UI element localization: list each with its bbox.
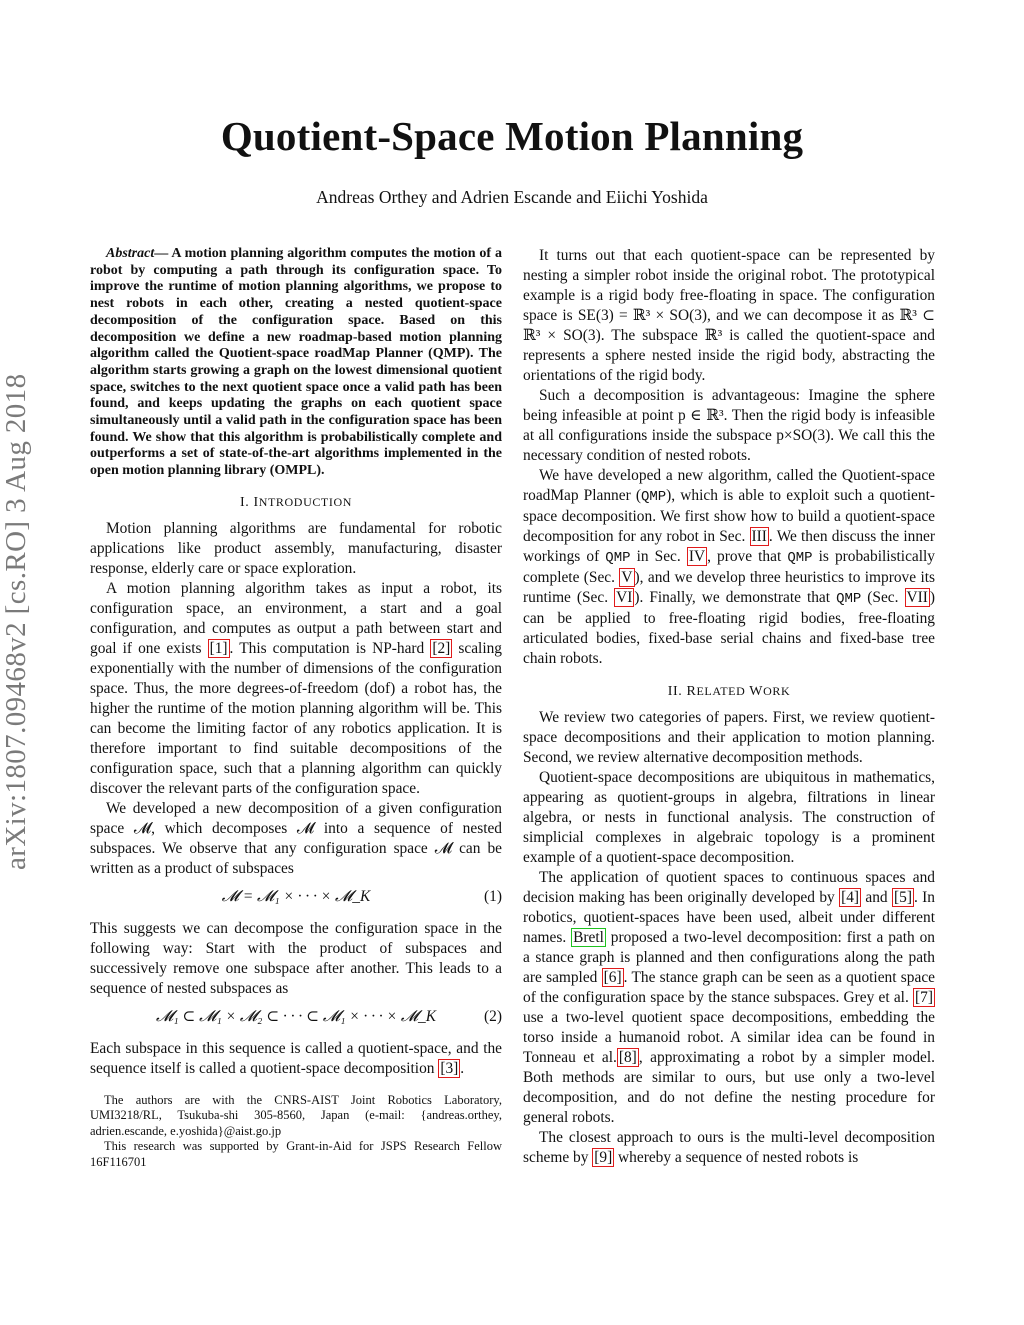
related-paragraph-2: Quotient-space decompositions are ubiquitous in mathematics, appearing as quotient-groups in algebra, filtrations in linear algebra, or nests in functional analysis. The construction of simplicial complexes in algebraic topology is a prominent example of a quotient-space decomposition. <box>523 769 935 866</box>
footnote-affiliation: The authors are with the CNRS-AIST Joint Robotics Laboratory, UMI3218/RL, Tsukuba-shi 305-8560, Japan (e-mail: {andreas.orthey, adrien.escande, e.yoshida}@aist.go.jp <box>90 1092 502 1138</box>
algorithm-name: QMP <box>605 550 631 566</box>
right-column <box>523 246 935 1168</box>
intro-paragraph-3: We developed a new decomposition of a given configuration space 𝓜, which decomposes 𝓜 into a sequence of nested subspaces. We observe that any configuration space 𝓜 can be written as a product of subspaces <box>90 799 502 877</box>
section-link[interactable]: V <box>621 569 633 586</box>
abstract-label: Abstract <box>106 246 155 261</box>
abstract <box>90 246 502 480</box>
section-link[interactable]: IV <box>688 548 706 565</box>
algorithm-name: QMP <box>787 550 813 566</box>
intro-paragraph-6: It turns out that each quotient-space can be represented by nesting a simpler robot inside the original robot. The prototypical example is a rigid body free-floating in space. The configuration space is SE(3) = ℝ³ × SO(3), and we can decompose it as ℝ³ ⊂ ℝ³ × SO(3). The subspace ℝ³ is called the quotient-space and represents a sphere nested inside the rigid body, abstracting the orientations of the rigid body. <box>523 247 935 384</box>
equation-number: (1) <box>484 887 502 905</box>
equation-1: 𝓜 = 𝓜₁ × · · · × 𝓜_K (1) <box>221 887 502 905</box>
citation-link[interactable]: [4] <box>841 889 860 906</box>
citation-link[interactable]: [5] <box>894 889 912 906</box>
citation-link[interactable]: [3] <box>440 1059 459 1077</box>
section-link[interactable]: III <box>751 528 767 545</box>
citation-link[interactable]: [6] <box>603 969 622 986</box>
equation-number: (2) <box>484 1007 502 1025</box>
section-link[interactable]: VII <box>906 589 928 606</box>
related-paragraph-3: The application of quotient spaces to continuous spaces and decision making has been originally developed by [4] and [5] . In robotics, quotient-spaces have been used, albeit under different names. Bretl proposed a two-level decomposition: first a path on a stance graph is planned and then configurations along the path are sampled [6] . The stance graph can be seen as a quotient space of the configuration space by the stance subspaces. Grey et al. [7] use a two-level quotient space decompositions, embedding the torso inside a humanoid robot. A similar idea can be found in Tonneau et al. [8] , approximating a robot by a simpler model. Both methods are similar to ours, but use only a two-level decomposition, and do not define the nesting procedure for general robots. <box>523 869 936 1126</box>
section-heading-introduction: I. INTRODUCTION <box>239 494 352 510</box>
intro-paragraph-8: We have developed a new algorithm, called the Quotient-space roadMap Planner (QMP), which is able to exploit such a quotient-space decomposition. We first show how to build a quotient-space decomposition for any robot in Sec. III . We then discuss the inner workings of QMP in Sec. IV , prove that QMP is probabilistically complete (Sec. V ), and we develop three heuristics to improve its runtime (Sec. VI ). Finally, we demonstrate that QMP (Sec. VII ) can be applied to free-floating rigid bodies, free-floating articulated bodies, fixed-base serial chains and fixed-base tree chain robots. <box>523 467 936 667</box>
intro-paragraph-5: Each subspace in this sequence is called a quotient-space, and the sequence itself is called a quotient-space decomposition [3] . <box>90 1039 502 1077</box>
footnotes <box>90 1093 502 1171</box>
intro-paragraph-2: A motion planning algorithm takes as input a robot, its configuration space, an environment, a start and a goal configuration, and computes as output a path between start and goal if one exists [1] . This computation is NP-hard [2] scaling exponentially with the number of dimensions of the configuration space. Thus, the more degrees-of-freedom (dof) a robot has, the higher the runtime of the motion planning algorithm will be. This can become the limiting factor of any robotics application. It is therefore important to find suitable decompositions of the configuration space, such that a planning algorithm can quickly discover the relevant parts of the configuration space. <box>90 579 502 797</box>
citation-link[interactable]: [1] <box>209 639 228 657</box>
citation-link[interactable]: [9] <box>594 1149 613 1166</box>
citation-link[interactable]: [2] <box>432 639 451 657</box>
equation-2: 𝓜₁ ⊂ 𝓜₁ × 𝓜₂ ⊂ · · · ⊂ 𝓜₁ × · · · × 𝓜_K (2) <box>155 1007 502 1025</box>
author-list: Andreas Orthey and Adrien Escande and Eiichi Yoshida <box>316 187 708 207</box>
intro-paragraph-7: Such a decomposition is advantageous: Imagine the sphere being infeasible at point p ∈ ℝ³. Then the rigid body is infeasible at all configurations inside the subspace p×SO(3). We call this the necessary condition of nested robots. <box>523 387 935 464</box>
algorithm-name: QMP <box>836 591 862 607</box>
intro-paragraph-4: This suggests we can decompose the configuration space in the following way: Start with the product of subspaces and successively remove one subspace after another. This leads to a sequence of nested subspaces as <box>90 919 502 997</box>
related-paragraph-4: The closest approach to ours is the multi-level decomposition scheme by [9] whereby a sequence of nested robots is <box>523 1129 935 1166</box>
paper-title: Quotient-Space Motion Planning <box>220 113 804 159</box>
footnote-funding: This research was supported by Grant-in-Aid for JSPS Research Fellow 16F116701 <box>90 1139 502 1169</box>
citation-link[interactable]: [7] <box>915 989 933 1006</box>
algorithm-name: QMP <box>640 489 667 505</box>
section-heading-related-work: II. RELATED WORK <box>667 684 791 699</box>
citation-link[interactable]: [8] <box>618 1049 637 1066</box>
section-link[interactable]: VI <box>616 589 633 606</box>
abstract-text: — A motion planning algorithm computes the motion of a robot by computing a path through its configuration space. To improve the runtime of motion planning algorithms, we propose to nest robots in each other, creating a nested quotient-space decomposition of the configuration space. Based on this decomposition we define a new roadmap-based motion planning algorithm called the Quotient-space roadMap Planner (QMP). The algorithm starts growing a graph on the lowest dimensional quotient space, switches to the next quotient space once a valid path has been found, and keeps updating the graphs on each quotient space simultaneously until a valid path in the configuration space has been found. We show that this algorithm is probabilistically complete and outperforms a set of state-of-the-art algorithms implemented in the open motion planning library (OMPL). <box>90 246 502 479</box>
author-citation-link[interactable]: Bretl <box>573 929 604 946</box>
intro-paragraph-1: Motion planning algorithms are fundamental for robotic applications like product assembly, manufacturing, disaster response, elderly care or space exploration. <box>90 519 502 577</box>
related-paragraph-1: We review two categories of papers. First, we review quotient-space decompositions and their application to motion planning. Second, we review alternative decomposition methods. <box>523 709 935 766</box>
left-column <box>90 246 502 1170</box>
